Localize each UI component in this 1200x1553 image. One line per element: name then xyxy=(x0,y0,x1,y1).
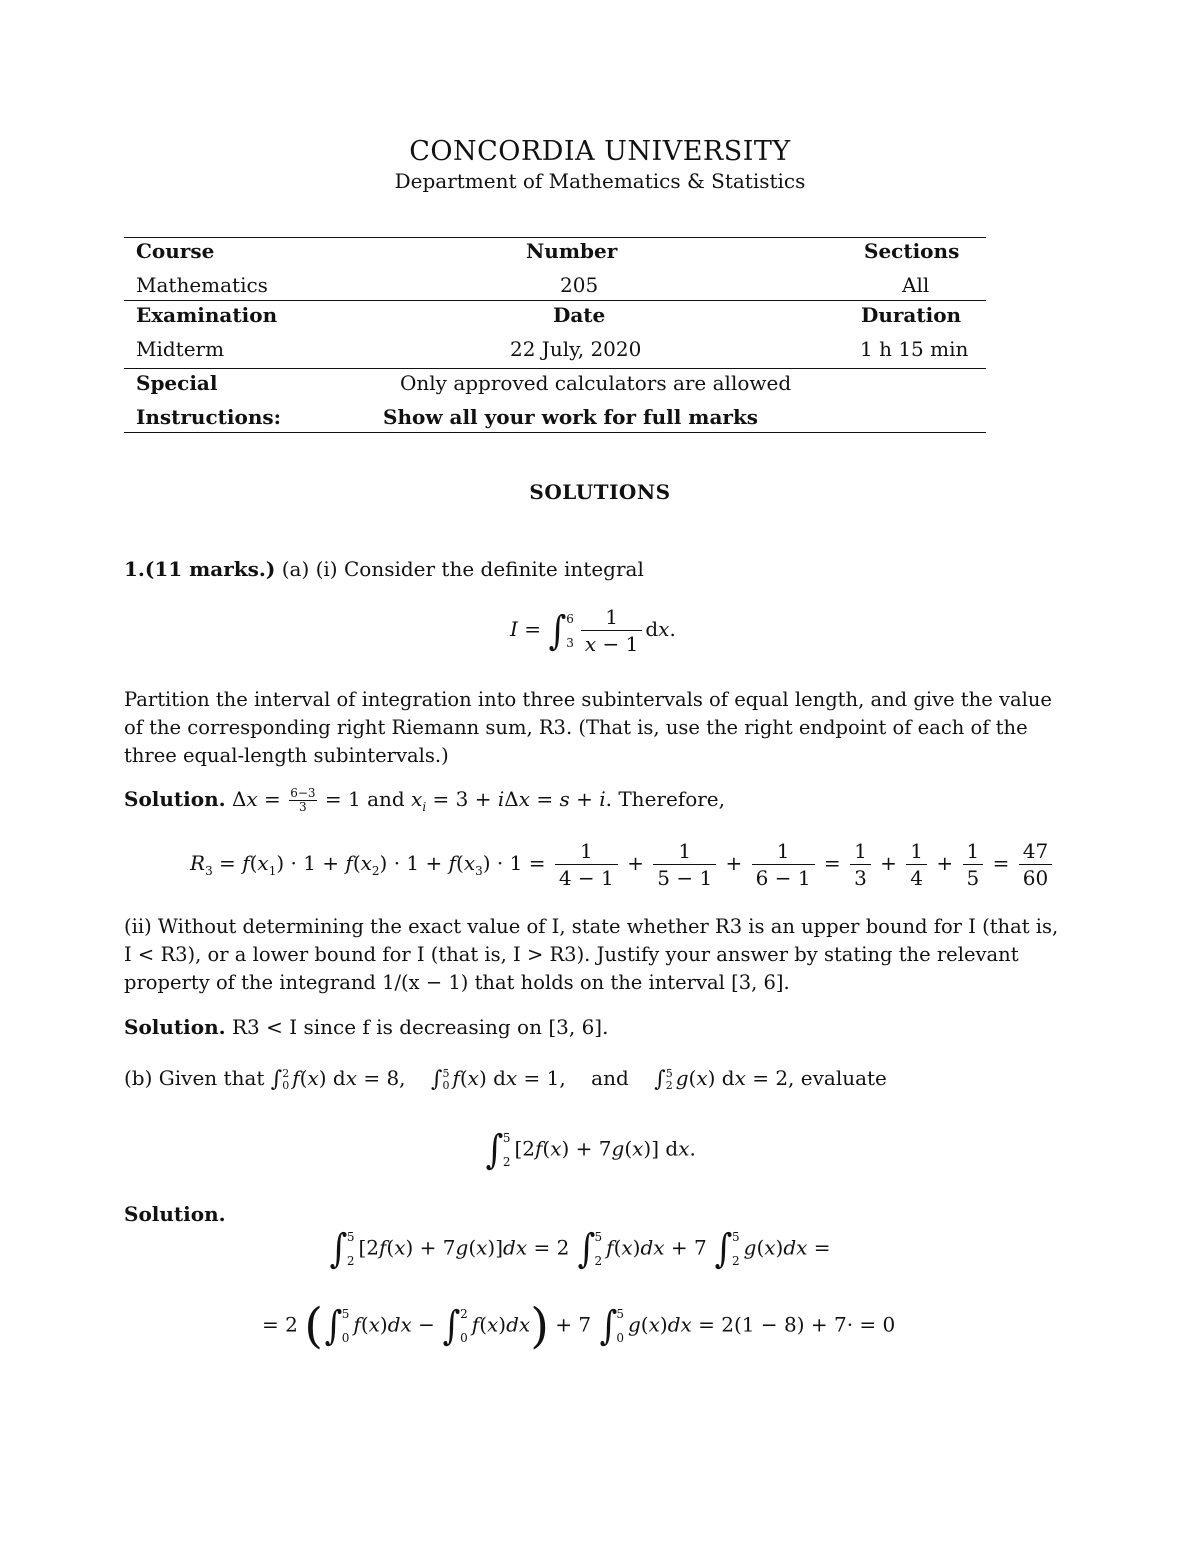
special-calculators: Only approved calculators are allowed xyxy=(400,371,792,395)
table-header-duration: Duration xyxy=(861,303,962,327)
table-header-course: Course xyxy=(136,239,215,263)
solution-label: Solution. xyxy=(124,787,226,811)
solutions-heading: SOLUTIONS xyxy=(529,480,671,504)
table-rule xyxy=(124,300,986,301)
b-solution-label: Solution. xyxy=(124,1202,226,1226)
q1-a-i-text: Partition the interval of integration into three subintervals of equal length, and give the value of the corresponding right Riemann sum, R3. (That is, use the right endpoint of each of the three equal-length subintervals.) xyxy=(124,688,1052,767)
q1-heading xyxy=(124,557,644,581)
solution-therefore: Therefore, xyxy=(618,787,725,811)
university-title: CONCORDIA UNIVERSITY xyxy=(409,136,791,167)
table-rule xyxy=(124,237,986,238)
solution-decreasing: R3 < I since f is decreasing on [3, 6]. xyxy=(231,1015,609,1039)
instructions-label: Instructions: xyxy=(136,405,282,429)
solution-label: Solution. xyxy=(124,1015,226,1039)
q1-number: 1. xyxy=(124,557,145,581)
b-given-label: Given that xyxy=(158,1066,265,1090)
table-header-number: Number xyxy=(526,239,618,263)
special-show-work: Show all your work for full marks xyxy=(383,405,759,429)
table-value-duration: 1 h 15 min xyxy=(860,337,969,361)
q1-part-a-i: (i) Consider the definite integral xyxy=(315,557,644,581)
q1-part-a: (a) xyxy=(281,557,310,581)
table-value-course: Mathematics xyxy=(136,273,268,297)
table-header-sections: Sections xyxy=(864,239,960,263)
table-header-date: Date xyxy=(553,303,606,327)
table-value-examination: Midterm xyxy=(136,337,225,361)
q1-a-ii-solution xyxy=(124,1015,608,1039)
b-solution-line-1: ∫ 5 2 [2f(x) + 7g(x)]dx = 2 ∫ 5 2 f(x)dx + 7 ∫ 5 2 g(x)dx = xyxy=(329,1226,831,1272)
integral-i-equation: I = ∫ 6 3 $\frac{1}{x - 1}$ dx. xyxy=(510,605,676,656)
table-value-date: 22 July, 2020 xyxy=(510,337,642,361)
q1-a-i-solution: Solution. Δx = $\frac{6-3}{3}$ = 1 and $x_i = 3 + i\Delta x = s + i$. Therefore, xyxy=(124,786,725,814)
riemann-sum-equation: $R_3 = f(x_1) \cdot 1 + f(x_2) \cdot 1 + f(x_3) \cdot 1$ = $\frac{1}{4 - 1}$ + $\frac{1}{5 - 1}$ + $\frac{1}{6 - 1}$ = $\frac{1}{3}$ + $\frac{1}{4}$ + $\frac{1}{5}$ = $\frac{47}{60}$ xyxy=(190,838,1055,891)
table-rule xyxy=(124,368,986,369)
b-integral-to-evaluate: ∫ 5 2 [2f(x) + 7g(x)] dx. xyxy=(485,1127,696,1173)
q1-a-ii-text: (ii) Without determining the exact value of I, state whether R3 is an upper bound for I (that is, I < R3), or a lower bound for I (that is, I > R3). Justify your answer by stating the relevant property of the integrand 1/(x − 1) that holds on the interval [3, 6]. xyxy=(124,915,1059,994)
b-and-label: and xyxy=(591,1066,629,1090)
table-rule xyxy=(124,432,986,433)
q1-b-given: (b) Given that ∫ 2 0 f(x) dx = 8, ∫ 5 0 f(x) dx = 1, and ∫ 5 2 g(x) dx = 2, evaluate xyxy=(124,1066,887,1092)
b-evaluate-label: , evaluate xyxy=(788,1066,887,1090)
table-value-number: 205 xyxy=(560,273,599,297)
table-header-examination: Examination xyxy=(136,303,278,327)
department-subtitle: Department of Mathematics & Statistics xyxy=(394,169,806,193)
table-value-sections: All xyxy=(902,273,930,297)
q1-marks: (11 marks.) xyxy=(144,557,276,581)
special-label: Special xyxy=(136,371,218,395)
b-solution-line-2: = 2 (∫ 5 0 f(x)dx − ∫ 2 0 f(x)dx) + 7 ∫ 5 0 g(x)dx = 2(1 − 8) + 7· = 0 xyxy=(262,1298,896,1354)
q1-part-b: (b) xyxy=(124,1066,153,1090)
